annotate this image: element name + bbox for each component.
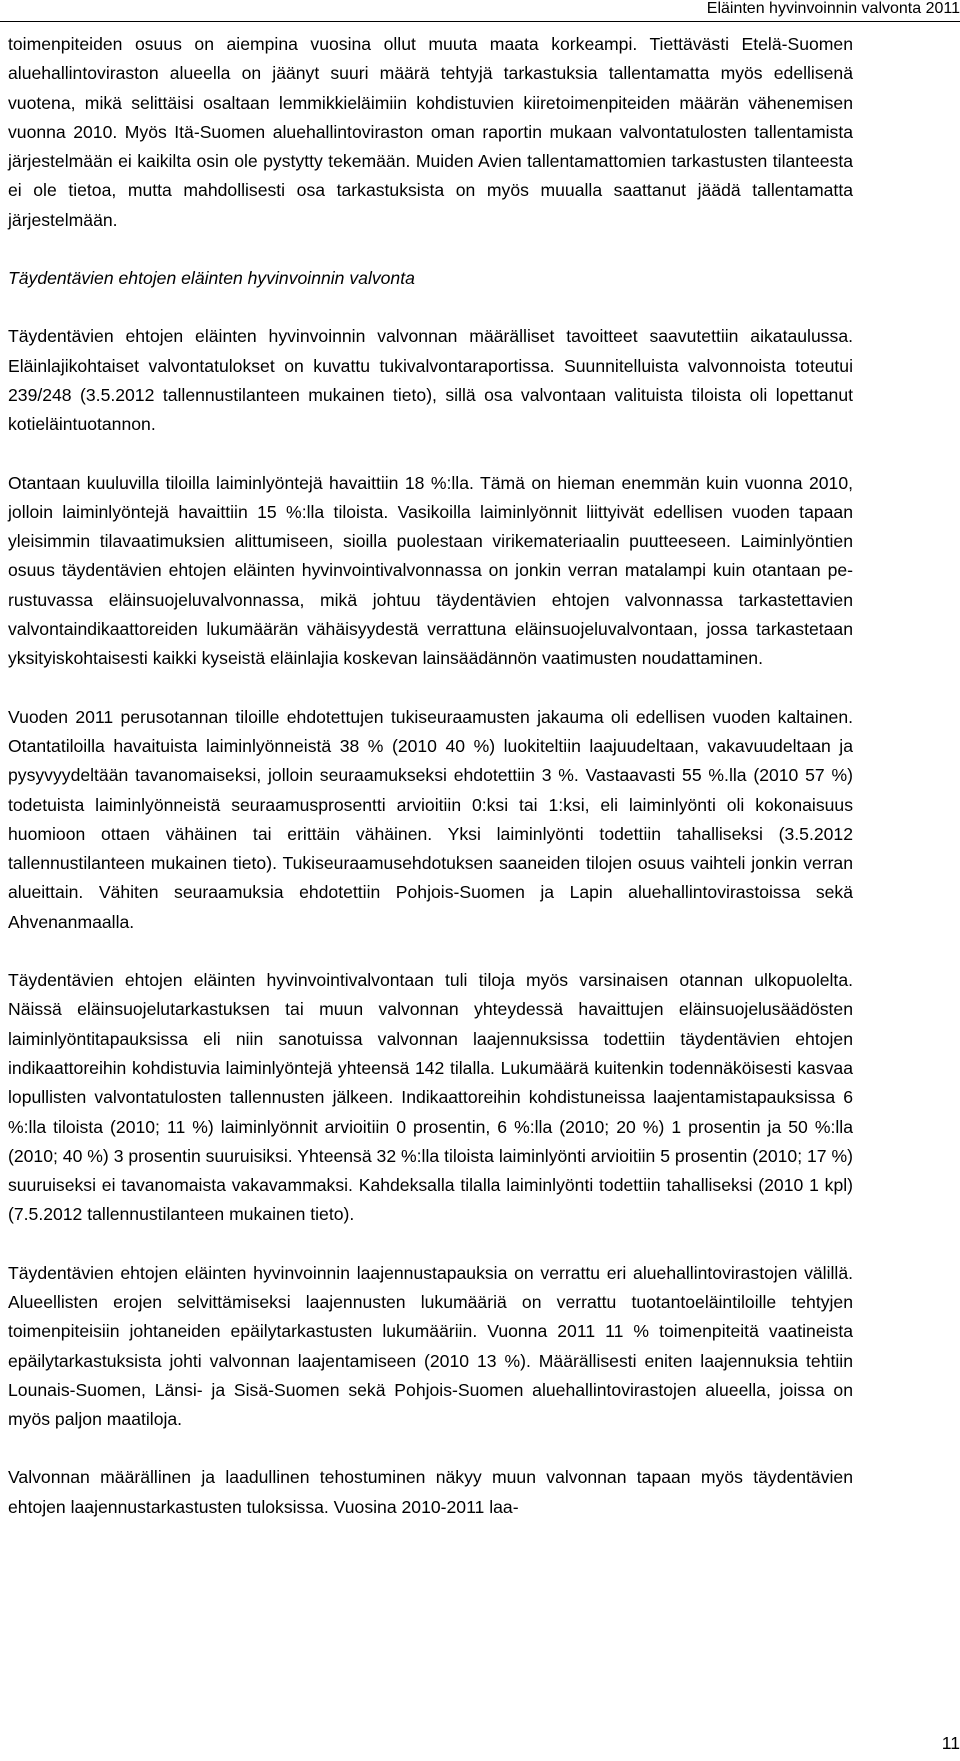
page-number: 11 bbox=[941, 1733, 960, 1753]
paragraph-quantitative-targets: Täydentävien ehtojen eläinten hyvinvoinnin valvonnan määrälliset tavoitteet saavutettiin aikataulussa. Eläinlajikohtaiset valvontatulokset on kuvattu tukivalvontaraportissa. Suunnitelluista valvonnoista toteutui 239/248 (3.5.2012 tallennustilanteen mukainen tieto), sillä osa valvontaan valituista tiloista oli lopettanut kotieläintuotannon. bbox=[8, 326, 853, 435]
paragraph-continued: toimenpiteiden osuus on aiempina vuosina ollut muuta maata korkeampi. Tiettävästi Etelä-Suomen aluehallintoviraston alueella on jäänyt suuri määrä tehtyjä tarkastuksia tallentamatta myös edellisenä vuotena, mikä selittäisi osaltaan lemmikkieläimiin kohdistuvien kiiretoimenpiteiden määrän vähenemisen vuonna 2010. Myös Itä-Suomen aluehallintoviraston oman raportin mukaan valvontatulosten tallentamista järjestelmään ei kaikilta osin ole pystytty tekemään. Muiden Avien tallentamattomien tarkastusten tilanteesta ei ole tietoa, mutta mahdollisesti osa tarkastuksista on myös muualla saattanut jäädä tallentamatta järjestelmään. bbox=[8, 34, 853, 230]
paragraph-noncompliance-rate: Otantaan kuuluvilla tiloilla laiminlyöntejä havaittiin 18 %:lla. Tämä on hieman enemmän kuin vuonna 2010, jolloin laiminlyöntejä havaittiin 15 %:lla tiloista. Vasikoilla laiminlyönnit liittyivät edellisen vuoden tapaan yleisimmin tilavaatimuksien alittumiseen, sioilla puolestaan virikemateriaalin puutteeseen. Laiminlyöntien osuus täydentävien ehtojen eläinten hyvinvointivalvonnassa on jonkin verran matalampi kuin otantaan perustuvassa eläinsuojeluvalvonnassa, mikä johtuu täydentävien ehtojen valvonnassa tarkastettavien valvontaindikaattoreiden lukumäärän vähäisyydestä verrattuna eläinsuojeluvalvontaan, jossa tarkastetaan yksityiskohtaisesti kaikki kyseistä eläinlajia koskevan lainsäädännön vaatimusten noudattaminen. bbox=[8, 472, 853, 669]
header-divider bbox=[0, 21, 960, 22]
section-heading: Täydentävien ehtojen eläinten hyvinvoinnin valvonta bbox=[8, 268, 415, 289]
paragraph-extensions: Täydentävien ehtojen eläinten hyvinvointivalvontaan tuli tiloja myös varsinaisen otannan ulkopuolelta. Näissä eläinsuojelutarkastuksen tai muun valvonnan yhteydessä havaittujen eläinsuojelusäädösten laiminlyöntitapauksissa eli niin sanotuissa valvonnan laajennuksissa todettiin täydentävien ehtojen indikaattoreihin kohdistuvia laiminlyöntejä yhteensä 142 tilalla. Lukumäärä kuitenkin todennäköisesti kasvaa lopullisten valvontatulosten tallennusten jälkeen. Indikaattoreihin kohdistuneissa laajentamistapauksissa 6 %:lla tiloista (2010; 11 %) laiminlyönnit arvioitiin 0 prosentin, 6 %:lla (2010; 20 %) 1 prosentin ja 50 %:lla (2010; 40 %) 3 prosentin suuruisiksi. Yhteensä 32 %:lla tiloista laiminlyönti arvioitiin 5 prosentin (2010; 17 %) suuruiseksi ei tavanomaista vakavammaksi. Kahdeksalla tilalla laiminlyönti todettiin tahalliseksi (2010 1 kpl) (7.5.2012 tallennustilanteen mukainen tieto). bbox=[8, 970, 853, 1225]
paragraph-intensification: Valvonnan määrällinen ja laadullinen tehostuminen näkyy muun valvonnan tapaan myös täydentävien ehtojen laajennustarkastusten tuloksissa. Vuosina 2010-2011 laa- bbox=[8, 1467, 853, 1517]
paragraph-sanctions-distribution: Vuoden 2011 perusotannan tiloille ehdotettujen tukiseuraamusten jakauma oli edellisen vuoden kaltainen. Otantatiloilla havaituista laiminlyönneistä 38 % (2010 40 %) luokiteltiin laajuudeltaan, vakavuudeltaan ja pysyvyydeltään tavanomaiseksi, jolloin seuraamukseksi ehdotettiin 3 %. Vastaavasti 55 %.lla (2010 57 %) todetuista laiminlyönneistä seuraamusprosentti arvioitiin 0:ksi tai 1:ksi, eli laiminlyönti oli kokonaisuus huomioon ottaen vähäinen tai erittäin vähäinen. Yksi laiminlyönti todettiin tahalliseksi (3.5.2012 tallennustilanteen mukainen tieto). Tukiseuraamusehdotuksen saaneiden tilojen osuus vaihteli jonkin verran alueittain. Vähiten seuraamuksia ehdotettiin Pohjois-Suomen ja Lapin aluehallintovirastoissa sekä Ahvenanmaalla. bbox=[8, 706, 853, 932]
document-body bbox=[8, 30, 853, 1522]
running-header: Eläinten hyvinvoinnin valvonta 2011 bbox=[706, 0, 960, 17]
paragraph-regional-comparison: Täydentävien ehtojen eläinten hyvinvoinnin laajennustapauksia on verrattu eri aluehallintovirastojen välillä. Alueellisten erojen selvittämiseksi laajennusten lukumääriä on verrattu tuotantoeläintiloille tehtyjen toimenpiteisiin johtaneiden epäilytarkastusten lukumääriin. Vuonna 2011 11 % toimenpiteitä vaatineista epäilytarkastuksista johti valvonnan laajentamiseen (2010 13 %). Määrällisesti eniten laajennuksia tehtiin Lounais-Suomen, Länsi- ja Sisä-Suomen sekä Pohjois-Suomen aluehallintovirastojen alueella, joissa on myös paljon maatiloja. bbox=[8, 1262, 853, 1430]
